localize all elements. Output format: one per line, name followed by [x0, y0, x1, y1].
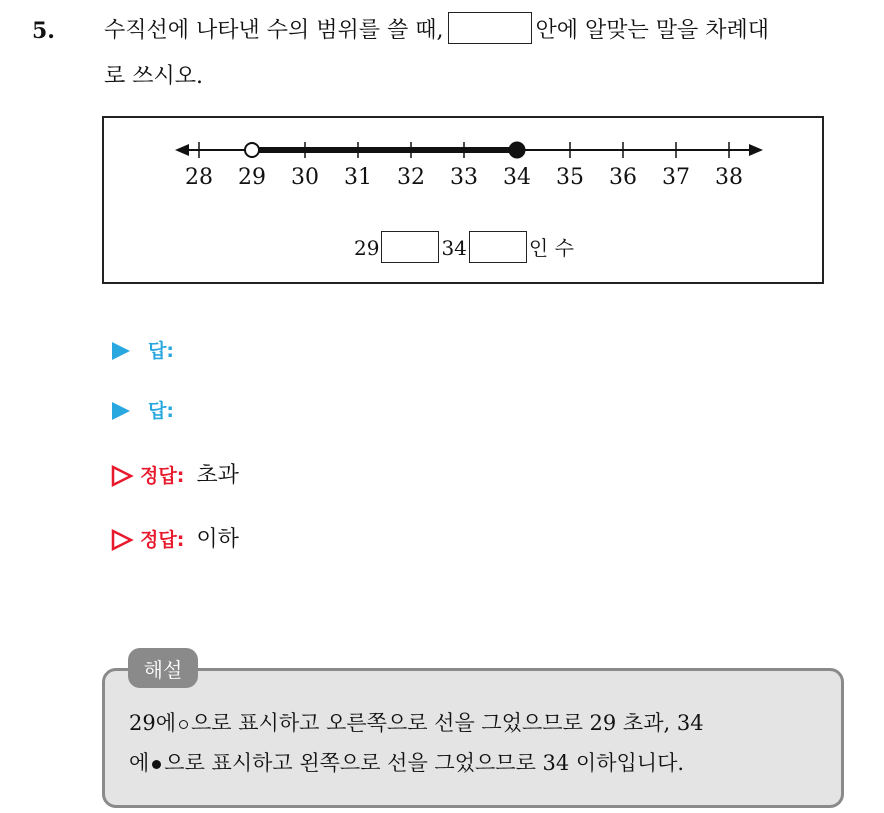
- tick-label: 30: [291, 165, 319, 190]
- correct-answer-value: 이하: [196, 527, 239, 552]
- question-text-line-1: [104, 18, 769, 44]
- answer-label: 답:: [148, 400, 174, 422]
- explanation-tag: 해설: [128, 648, 198, 688]
- explanation-box: [102, 668, 844, 808]
- explanation-text: 에: [129, 751, 150, 775]
- range-end-text: 인 수: [528, 236, 574, 260]
- answer-label: 답:: [148, 340, 174, 362]
- range-blank-2: [469, 231, 527, 263]
- outline-triangle-icon: [110, 464, 134, 488]
- left-arrow-icon: [175, 144, 189, 156]
- play-triangle-icon: [110, 340, 132, 362]
- explanation-line-2: [129, 747, 684, 777]
- tick-label: 29: [238, 165, 266, 190]
- question-text-after-blank: 안에 알맞는 말을 차례대: [535, 18, 770, 43]
- tick-label: 36: [609, 165, 637, 190]
- range-expression: [354, 232, 574, 263]
- question-text-before-blank: 수직선에 나타낸 수의 범위를 쓸 때,: [104, 18, 444, 43]
- tick-label: 37: [662, 165, 690, 190]
- range-mid-value: 34: [441, 236, 467, 260]
- tick-label: 31: [344, 165, 372, 190]
- play-triangle-icon: [110, 400, 132, 422]
- correct-answer-row-2: [110, 522, 239, 553]
- correct-answer-value: 초과: [196, 463, 239, 488]
- tick-label: 33: [450, 165, 478, 190]
- outline-triangle-icon: [110, 528, 134, 552]
- explanation-text: 으로 표시하고 왼쪽으로 선을 그었으므로 34 이하입니다.: [164, 751, 685, 775]
- filled-circle-icon: [152, 760, 161, 769]
- explanation-text: 으로 표시하고 오른쪽으로 선을 그었으므로 29 초과, 34: [191, 711, 704, 735]
- answer-row-2: [110, 396, 186, 423]
- tick-label: 32: [397, 165, 425, 190]
- range-start-value: 29: [354, 236, 380, 260]
- tick-label: 35: [556, 165, 584, 190]
- explanation-line-1: [129, 707, 704, 737]
- filled-circle-point: [510, 143, 525, 158]
- answer-row-1: [110, 336, 186, 363]
- question-text-line-2: 로 쓰시오.: [104, 64, 203, 89]
- right-arrow-icon: [749, 144, 763, 156]
- correct-answer-row-1: [110, 458, 239, 489]
- explanation-text: 29에: [129, 711, 177, 735]
- open-circle-icon: [179, 720, 188, 729]
- tick-label: 38: [715, 165, 743, 190]
- correct-answer-label: 정답:: [140, 529, 185, 551]
- question-number: 5.: [32, 18, 55, 44]
- correct-answer-label: 정답:: [140, 465, 185, 487]
- tick-label: 34: [503, 165, 531, 190]
- open-circle-point: [245, 143, 259, 157]
- range-blank-1: [381, 231, 439, 263]
- number-line-figure: [102, 116, 824, 284]
- question-blank-box: [448, 12, 532, 44]
- tick-label: 28: [185, 165, 213, 190]
